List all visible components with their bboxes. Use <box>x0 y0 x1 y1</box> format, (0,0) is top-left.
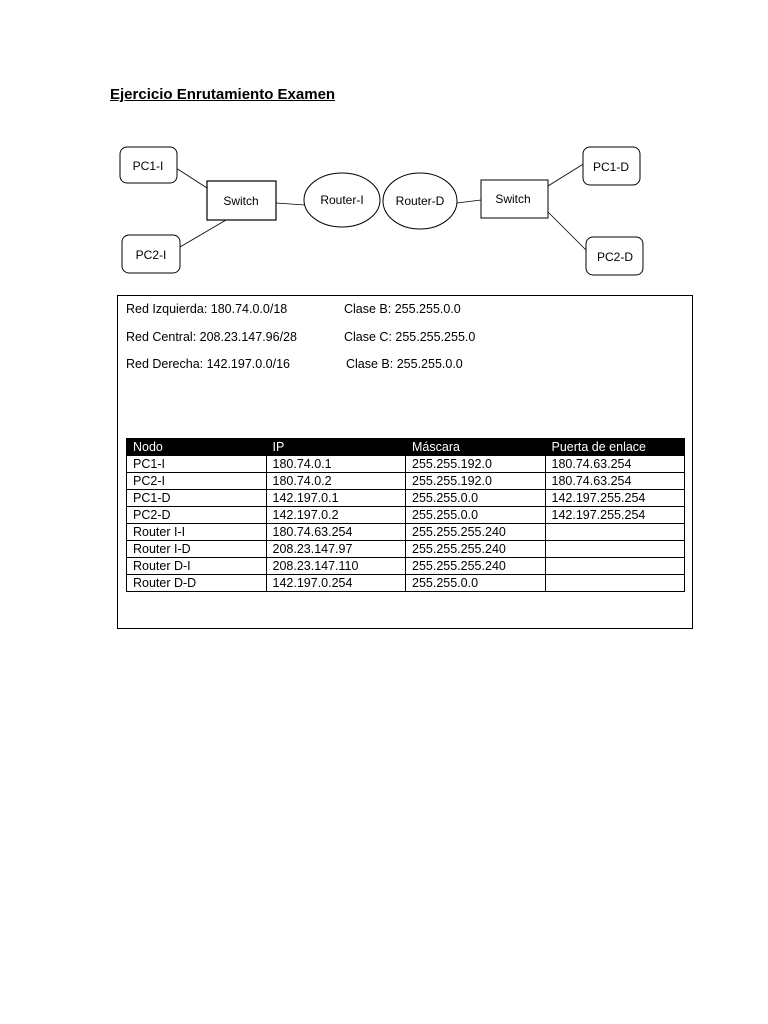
cell-nodo: Router D-I <box>127 558 267 575</box>
cell-nodo: PC1-D <box>127 490 267 507</box>
header-mascara: Máscara <box>406 439 546 456</box>
router-right-node <box>383 173 457 229</box>
cell-puerta <box>545 541 685 558</box>
cell-nodo: Router D-D <box>127 575 267 592</box>
pc1-right-label: PC1-D <box>592 160 630 174</box>
table-header-row <box>127 439 685 456</box>
table-row <box>127 575 685 592</box>
cell-nodo: Router I-D <box>127 541 267 558</box>
cell-nodo: PC2-I <box>127 473 267 490</box>
cell-mascara: 255.255.255.240 <box>406 558 546 575</box>
pc1-left-node <box>120 147 177 183</box>
header-ip: IP <box>266 439 406 456</box>
switch-left-label: Switch <box>223 194 259 208</box>
addressing-panel <box>117 295 693 629</box>
cell-mascara: 255.255.0.0 <box>406 507 546 524</box>
cell-mascara: 255.255.0.0 <box>406 490 546 507</box>
link-routerd-switch <box>457 200 481 203</box>
cell-nodo: PC1-I <box>127 456 267 473</box>
network-central-class: Clase C: 255.255.255.0 <box>344 330 476 344</box>
cell-ip: 208.23.147.110 <box>266 558 406 575</box>
network-right-class: Clase B: 255.255.0.0 <box>346 357 463 371</box>
router-right-label: Router-D <box>395 194 445 208</box>
table-row <box>127 456 685 473</box>
pc2-right-node <box>586 237 643 275</box>
cell-puerta: 180.74.63.254 <box>545 473 685 490</box>
table-row <box>127 473 685 490</box>
cell-ip: 142.197.0.1 <box>266 490 406 507</box>
table-row <box>127 558 685 575</box>
cell-puerta <box>545 575 685 592</box>
header-puerta: Puerta de enlace <box>545 439 685 456</box>
cell-ip: 142.197.0.2 <box>266 507 406 524</box>
cell-mascara: 255.255.192.0 <box>406 473 546 490</box>
cell-puerta: 142.197.255.254 <box>545 490 685 507</box>
cell-mascara: 255.255.255.240 <box>406 524 546 541</box>
cell-ip: 180.74.0.2 <box>266 473 406 490</box>
link-pc1i-switch <box>176 168 207 188</box>
cell-nodo: PC2-D <box>127 507 267 524</box>
network-left-label: Red Izquierda: 180.74.0.0/18 <box>126 302 288 316</box>
cell-nodo: Router I-I <box>127 524 267 541</box>
table-row <box>127 490 685 507</box>
addressing-table <box>126 438 685 592</box>
cell-ip: 180.74.0.1 <box>266 456 406 473</box>
table-row <box>127 541 685 558</box>
network-right-line <box>126 357 463 371</box>
pc2-left-node <box>122 235 180 273</box>
pc1-right-node <box>583 147 640 185</box>
pc1-left-label: PC1-I <box>132 159 164 173</box>
network-right-label: Red Derecha: 142.197.0.0/16 <box>126 357 291 371</box>
header-nodo: Nodo <box>127 439 267 456</box>
network-left-line <box>126 302 461 316</box>
cell-puerta: 180.74.63.254 <box>545 456 685 473</box>
cell-mascara: 255.255.192.0 <box>406 456 546 473</box>
switch-right-node <box>481 180 548 218</box>
network-left-class: Clase B: 255.255.0.0 <box>344 302 461 316</box>
router-left-node <box>304 173 380 227</box>
switch-left-node <box>207 181 276 220</box>
cell-puerta <box>545 558 685 575</box>
switch-right-label: Switch <box>495 192 531 206</box>
cell-mascara: 255.255.0.0 <box>406 575 546 592</box>
network-central-line <box>126 330 476 344</box>
router-left-label: Router-I <box>320 193 364 207</box>
cell-ip: 208.23.147.97 <box>266 541 406 558</box>
link-pc2i-switch <box>180 220 226 247</box>
page-title: Ejercicio Enrutamiento Examen <box>110 86 336 103</box>
network-central-label: Red Central: 208.23.147.96/28 <box>126 330 297 344</box>
network-diagram <box>0 0 768 290</box>
cell-ip: 180.74.63.254 <box>266 524 406 541</box>
link-switch-pc1d <box>548 163 585 186</box>
cell-puerta: 142.197.255.254 <box>545 507 685 524</box>
link-switch-routeri <box>276 203 305 205</box>
cell-mascara: 255.255.255.240 <box>406 541 546 558</box>
cell-puerta <box>545 524 685 541</box>
table-row <box>127 507 685 524</box>
pc2-left-label: PC2-I <box>135 248 167 262</box>
cell-ip: 142.197.0.254 <box>266 575 406 592</box>
table-row <box>127 524 685 541</box>
link-switch-pc2d <box>548 212 586 250</box>
pc2-right-label: PC2-D <box>596 250 634 264</box>
